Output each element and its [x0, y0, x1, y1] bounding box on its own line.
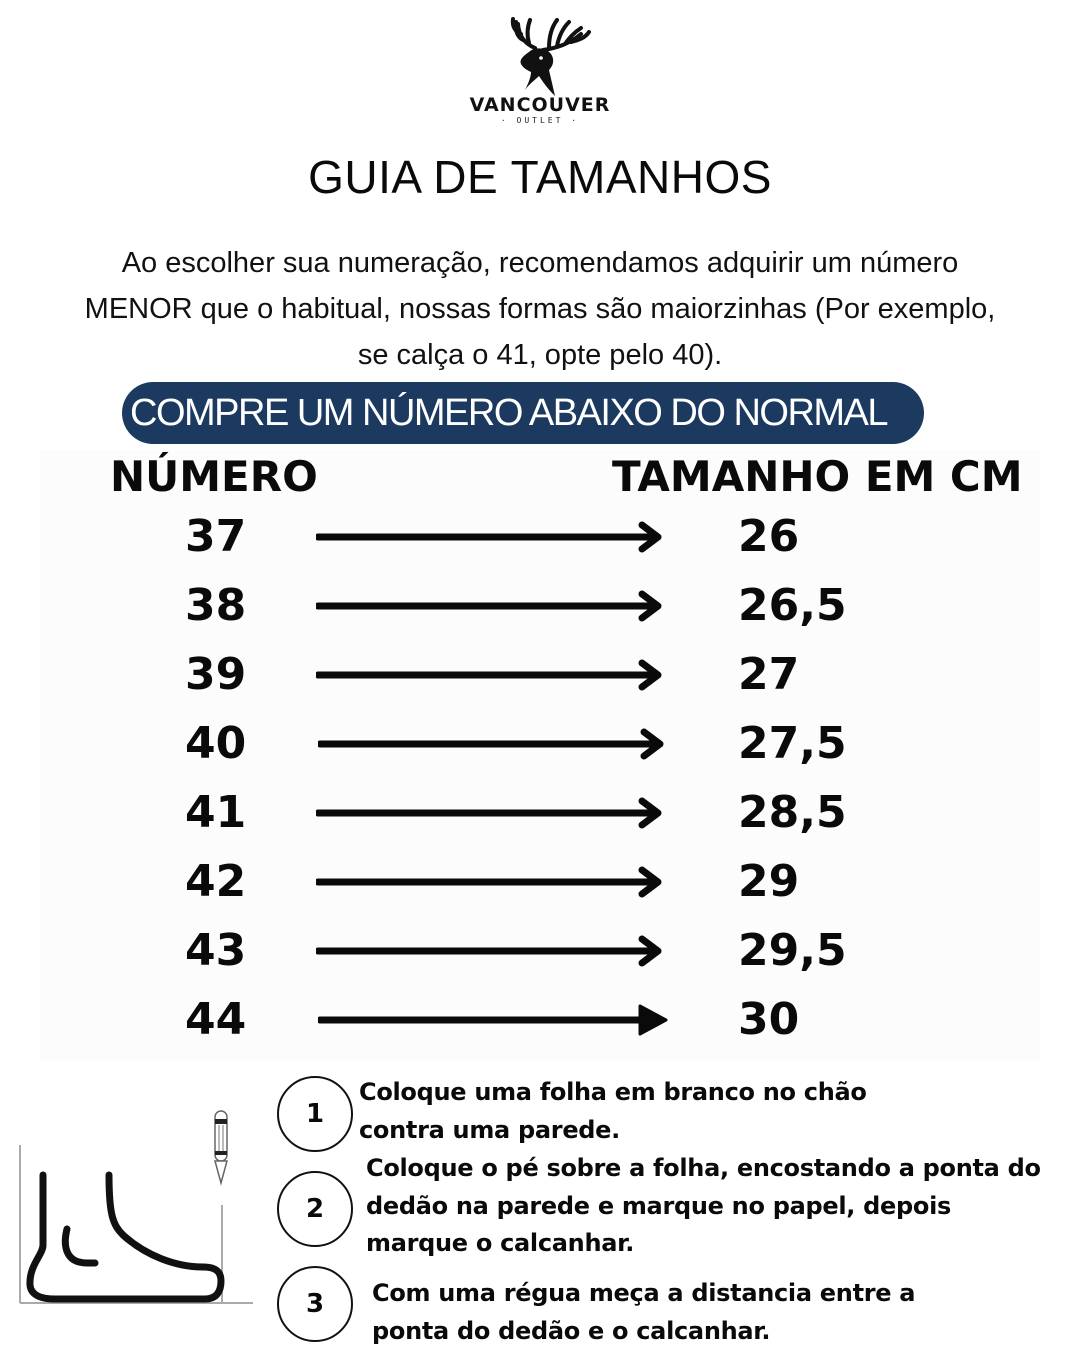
step-3-text — [372, 1275, 915, 1350]
moose-head-icon — [485, 10, 595, 100]
arrow-right-icon — [316, 520, 668, 554]
size-cm: 29 — [738, 856, 800, 907]
step-line: Coloque uma folha em branco no chão — [359, 1078, 867, 1106]
header-size-cm: TAMANHO EM CM — [612, 452, 1023, 501]
step-line: dedão na parede e marque no papel, depois — [366, 1191, 951, 1220]
header-number: NÚMERO — [110, 452, 318, 501]
shoe-number: 38 — [185, 580, 247, 631]
size-cm: 26,5 — [738, 580, 847, 631]
size-cm: 28,5 — [738, 787, 847, 838]
page-title: GUIA DE TAMANHOS — [308, 151, 772, 203]
table-row — [0, 857, 1080, 917]
intro-paragraph — [20, 240, 1060, 378]
foot-measurement-icon — [15, 1105, 255, 1315]
table-row — [0, 581, 1080, 641]
step-line: ponta do dedão e o calcanhar. — [372, 1316, 771, 1345]
brand-logo — [440, 10, 640, 130]
table-row — [0, 719, 1080, 779]
arrow-right-icon — [318, 727, 670, 761]
size-cm: 29,5 — [738, 925, 847, 976]
intro-line-1: Ao escolher sua numeração, recomendamos adquirir um número — [121, 247, 959, 279]
intro-line-2: MENOR que o habitual, nossas formas são maiorzinhas (Por exemplo, — [84, 293, 996, 325]
shoe-number: 41 — [185, 787, 247, 838]
shoe-number: 44 — [185, 994, 247, 1045]
arrow-right-icon — [316, 934, 668, 968]
step-line: Coloque o pé sobre a folha, encostando a ponta do — [366, 1154, 1041, 1182]
arrow-right-filled-icon — [318, 1003, 670, 1037]
table-row — [0, 788, 1080, 848]
size-cm: 27 — [738, 649, 800, 700]
step-2-badge: 2 — [277, 1171, 353, 1247]
shoe-number: 42 — [185, 856, 247, 907]
size-cm: 27,5 — [738, 718, 847, 769]
table-row — [0, 926, 1080, 986]
step-line: marque o calcanhar. — [366, 1229, 635, 1257]
size-advice-banner: COMPRE UM NÚMERO ABAIXO DO NORMAL — [122, 382, 924, 444]
step-3-badge: 3 — [277, 1266, 353, 1342]
step-1-badge: 1 — [277, 1076, 353, 1152]
size-cm: 26 — [738, 511, 800, 562]
table-row — [0, 995, 1080, 1055]
size-cm: 30 — [738, 994, 800, 1045]
step-2-text — [366, 1150, 1041, 1263]
arrow-right-icon — [316, 796, 668, 830]
arrow-right-icon — [316, 658, 668, 692]
brand-subtitle: · OUTLET · — [500, 116, 580, 125]
shoe-number: 37 — [185, 511, 247, 562]
step-line: contra uma parede. — [359, 1115, 620, 1144]
shoe-number: 40 — [185, 718, 247, 769]
step-line: Com uma régua meça a distancia entre a — [372, 1279, 916, 1307]
intro-line-3: se calça o 41, opte pelo 40). — [357, 339, 723, 371]
shoe-number: 43 — [185, 925, 247, 976]
arrow-right-icon — [316, 589, 668, 623]
table-row — [0, 512, 1080, 572]
step-1-text — [359, 1074, 867, 1149]
arrow-right-icon — [316, 865, 668, 899]
table-row — [0, 650, 1080, 710]
brand-name: VANCOUVER — [469, 94, 611, 116]
shoe-number: 39 — [185, 649, 247, 700]
